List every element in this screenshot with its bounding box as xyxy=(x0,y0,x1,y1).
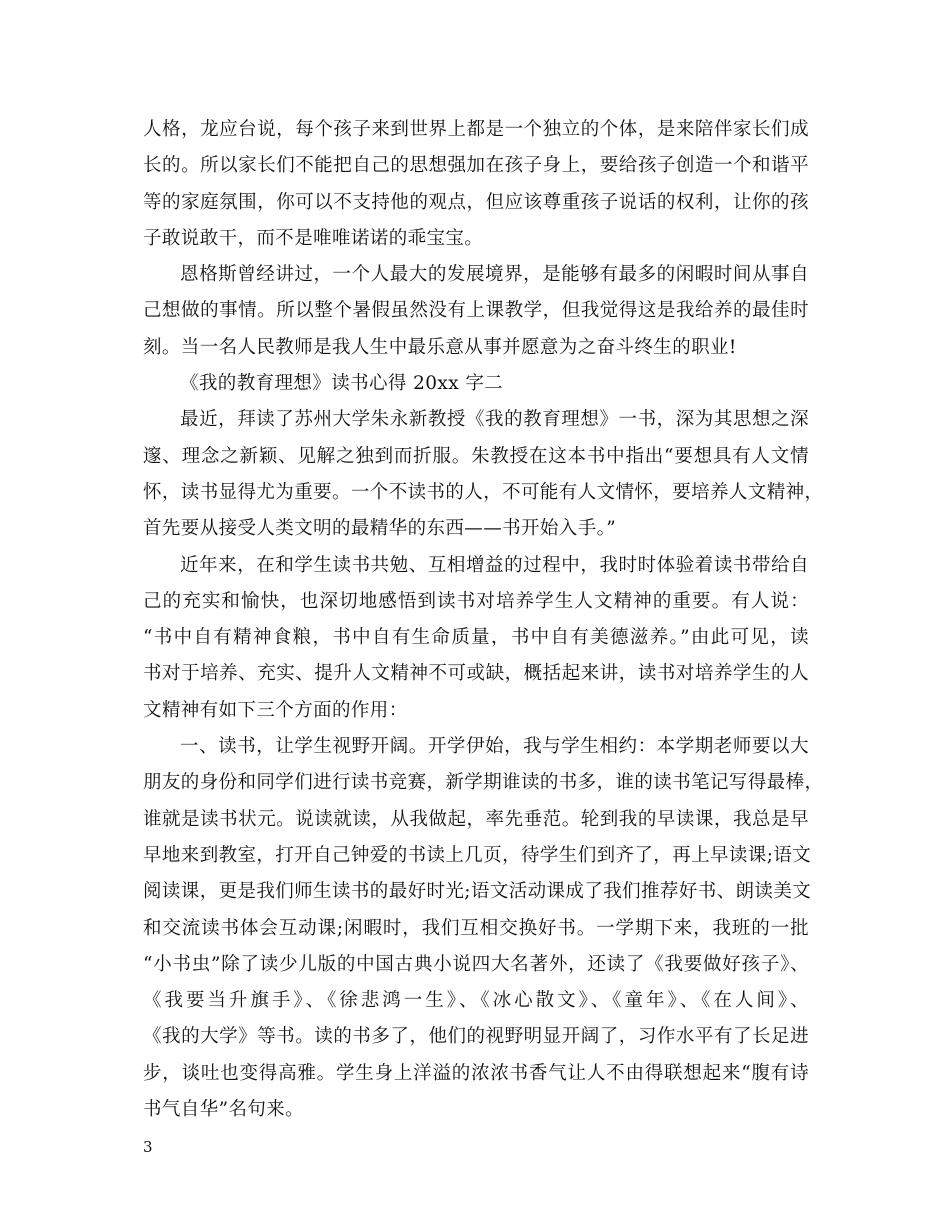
text-line: “小书虫”除了读少儿版的中国古典小说四大名著外，还读了《我要做好孩子》、 xyxy=(143,953,809,975)
text-line: 长的。所以家长们不能把自己的思想强加在孩子身上，要给孩子创造一个和谐平 xyxy=(143,155,809,177)
text-line: 恩格斯曾经讲过，一个人最大的发展境界，是能够有最多的闲暇时间从事自 xyxy=(180,264,809,286)
text-line: 己的充实和愉快，也深切地感悟到读书对培养学生人文精神的重要。有人说： xyxy=(143,590,809,612)
text-line: 怀，读书显得尤为重要。一个不读书的人，不可能有人文情怀，要培养人文精神， xyxy=(143,481,824,503)
body-text xyxy=(143,112,824,1128)
text-line: 子敢说敢干，而不是唯唯诺诺的乖宝宝。 xyxy=(143,227,484,249)
page-number: 3 xyxy=(143,1138,153,1156)
text-line: 近年来，在和学生读书共勉、互相增益的过程中，我时时体验着读书带给自 xyxy=(180,554,809,576)
text-line: 刻。当一名人民教师是我人生中最乐意从事并愿意为之奋斗终生的职业! xyxy=(143,336,737,358)
text-line: 《我要当升旗手》、《徐悲鸿一生》、《冰心散文》、《童年》、《在人间》、 xyxy=(143,990,809,1012)
text-line: 步，谈吐也变得高雅。学生身上洋溢的浓浓书香气让人不由得联想起来“腹有诗 xyxy=(143,1062,809,1084)
text-line: “书中自有精神食粮，书中自有生命质量，书中自有美德滋养。”由此可见，读 xyxy=(143,627,809,649)
text-line: 书气自华”名句来。 xyxy=(143,1099,305,1121)
text-line: 文精神有如下三个方面的作用： xyxy=(143,699,408,721)
text-line: 和交流读书体会互动课;闲暇时，我们互相交换好书。一学期下来，我班的一批 xyxy=(143,917,809,939)
text-line: 一、读书，让学生视野开阔。开学伊始，我与学生相约：本学期老师要以大 xyxy=(180,736,809,758)
text-line: 人格，龙应台说，每个孩子来到世界上都是一个独立的个体，是来陪伴家长们成 xyxy=(143,119,809,140)
text-line: 谁就是读书状元。说读就读，从我做起，率先垂范。轮到我的早读课，我总是早 xyxy=(143,808,809,830)
text-line: 等的家庭氛围，你可以不支持他的观点，但应该尊重孩子说话的权利，让你的孩 xyxy=(143,191,809,213)
text-line: 首先要从接受人类文明的最精华的东西——书开始入手。” xyxy=(143,518,617,540)
text-line: 己想做的事情。所以整个暑假虽然没有上课教学，但我觉得这是我给养的最佳时 xyxy=(143,300,809,322)
text-line: 朋友的身份和同学们进行读书竞赛，新学期谁读的书多，谁的读书笔记写得最棒， xyxy=(143,772,824,794)
text-line: 阅读课，更是我们师生读书的最好时光;语文活动课成了我们推荐好书、朗读美文 xyxy=(143,881,812,903)
text-line: 最近，拜读了苏州大学朱永新教授《我的教育理想》一书，深为其思想之深 xyxy=(180,409,809,431)
text-line: 早地来到教室，打开自己钟爱的书读上几页，待学生们到齐了，再上早读课;语文 xyxy=(143,844,812,866)
text-line: 书对于培养、充实、提升人文精神不可或缺，概括起来讲，读书对培养学生的人 xyxy=(143,663,809,685)
section-heading: 《我的教育理想》读书心得 20xx 字二 xyxy=(180,373,504,395)
text-line: 《我的大学》等书。读的书多了，他们的视野明显开阔了，习作水平有了长足进 xyxy=(143,1026,809,1048)
text-line: 邃、理念之新颖、见解之独到而折服。朱教授在这本书中指出“要想具有人文情 xyxy=(143,445,809,467)
